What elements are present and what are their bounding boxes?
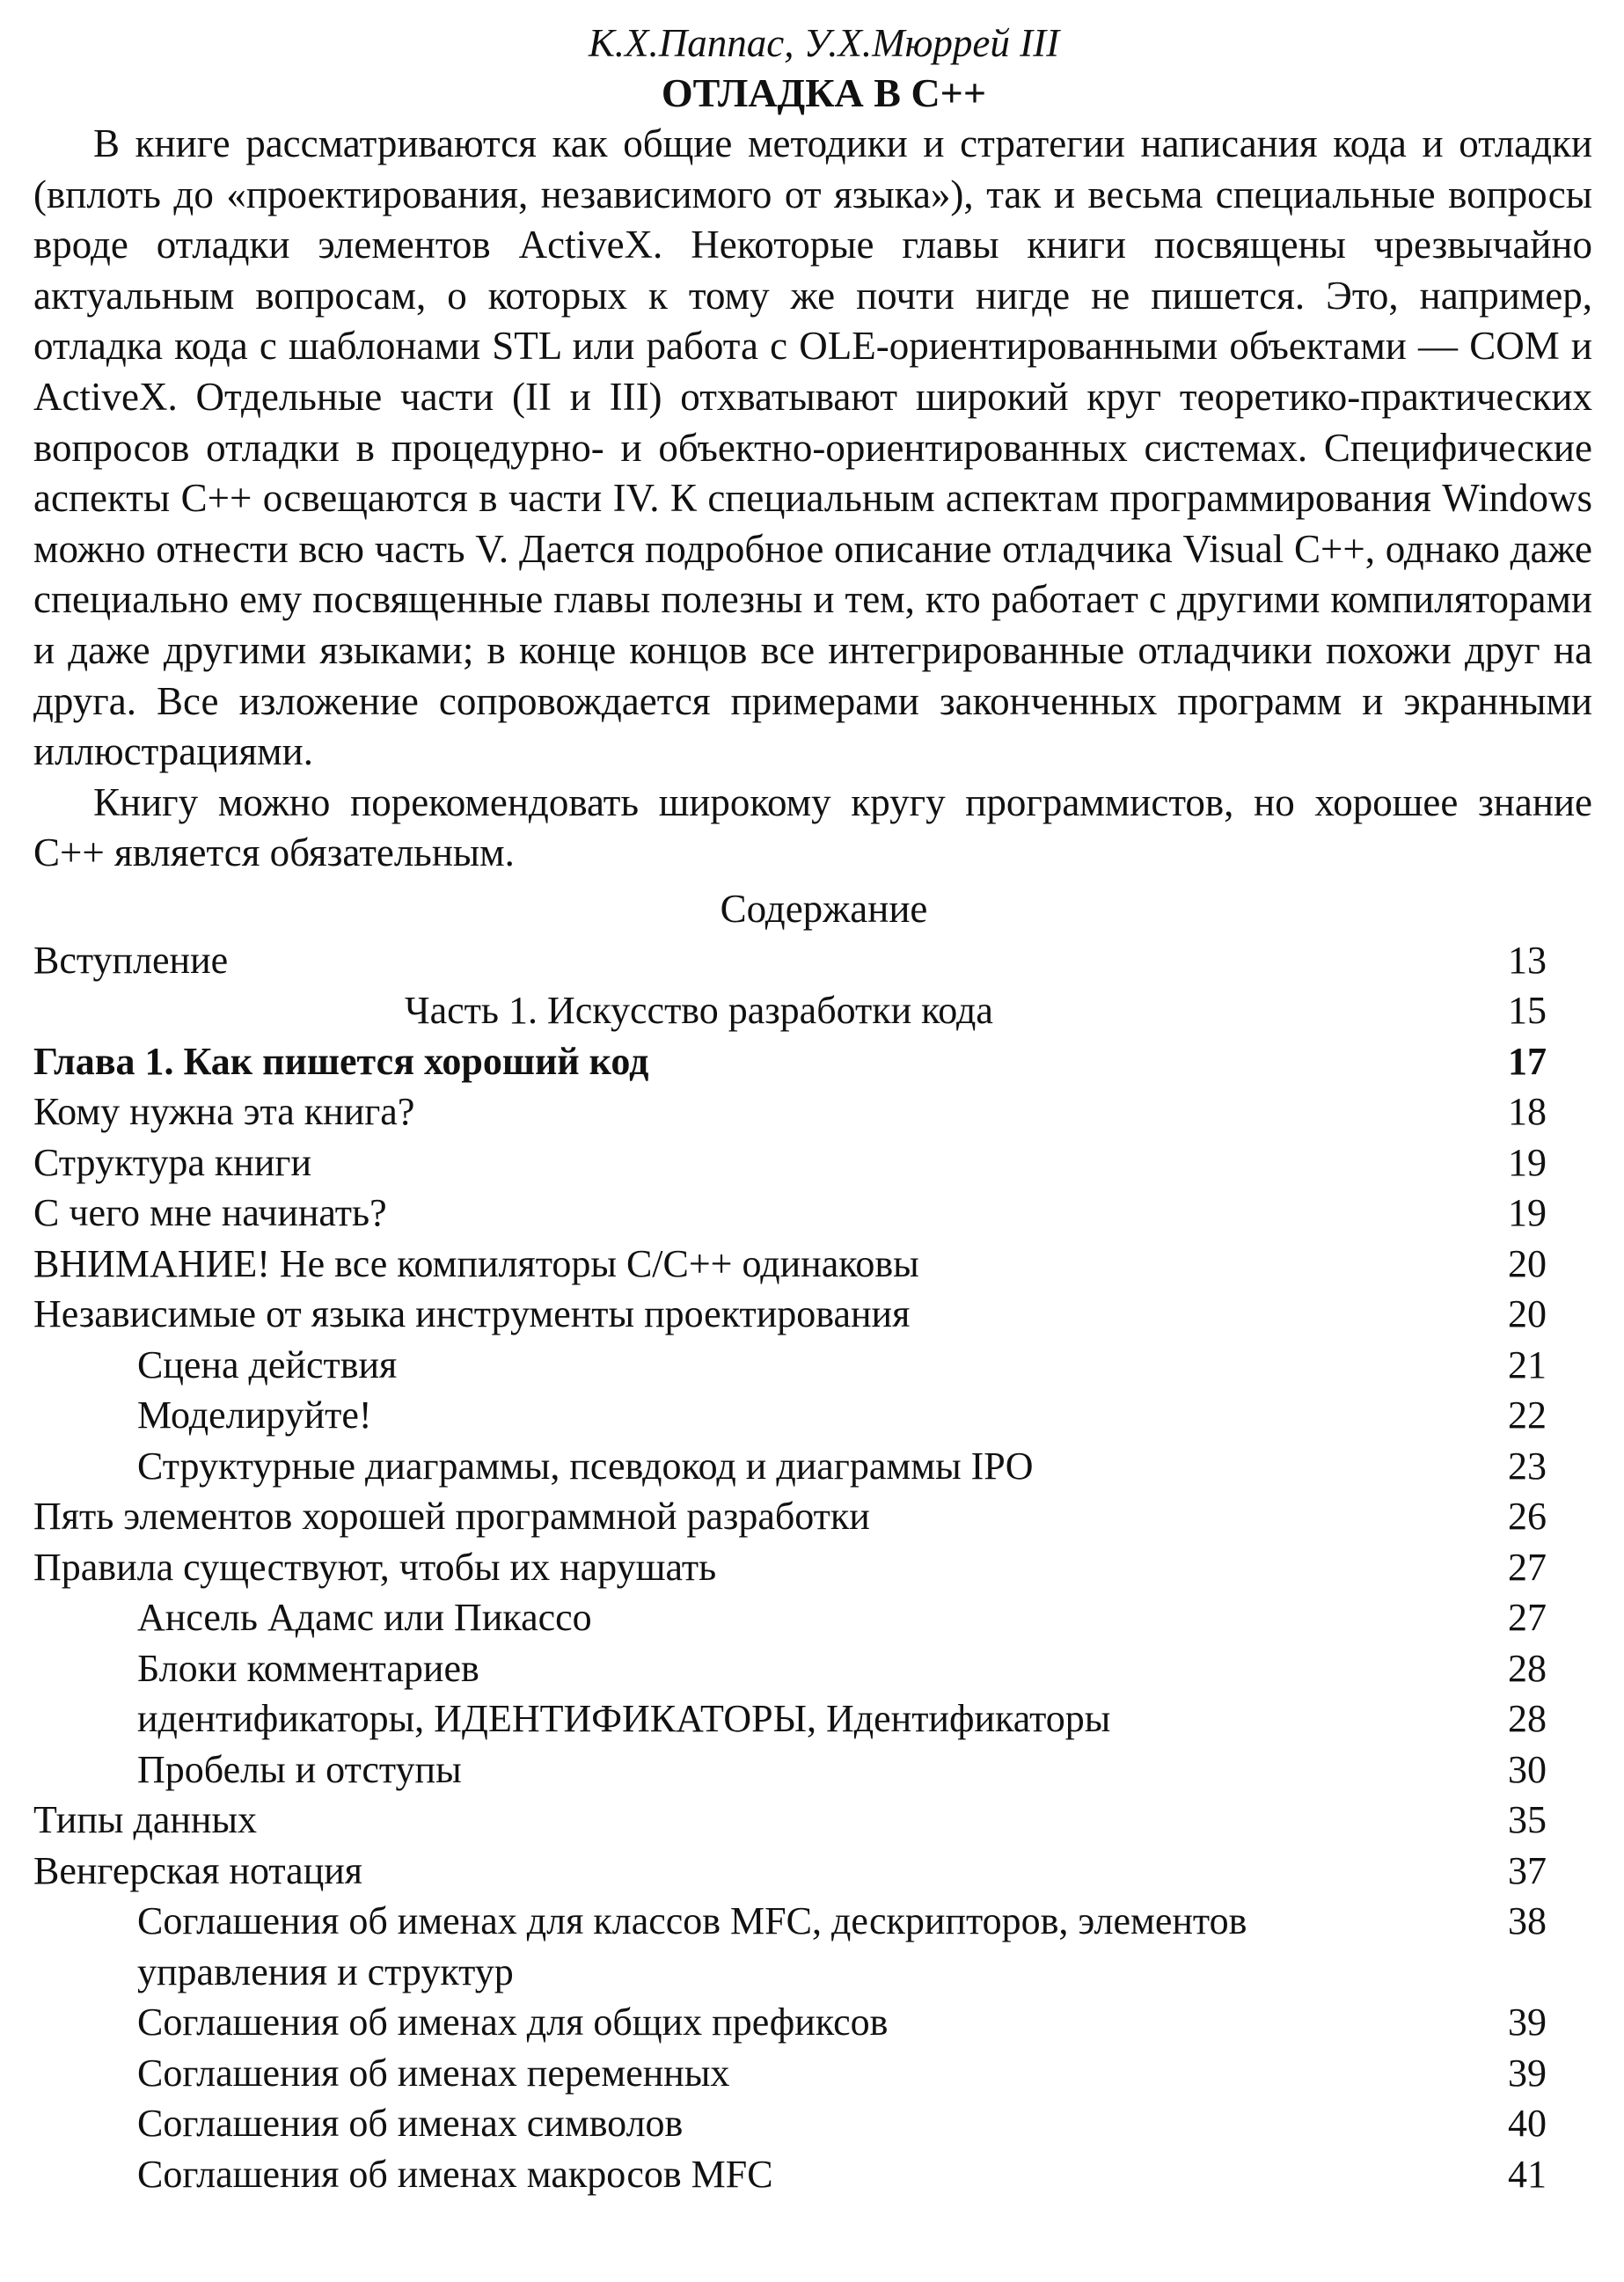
toc-entry-title: Сцена действия	[137, 1342, 398, 1386]
annotation-paragraph: Книгу можно порекомендовать широкому кругу программистов, но хорошее знание С++ является обязательным.	[33, 779, 1592, 875]
toc-entry-page: 19	[1508, 1140, 1547, 1184]
toc-entry-title: Глава 1. Как пишется хороший код	[33, 1039, 649, 1083]
toc-entry-page: 35	[1508, 1798, 1547, 1842]
toc-entry-title: Часть 1. Искусство разработки кода	[405, 989, 993, 1033]
table-of-contents	[33, 935, 1592, 2200]
toc-subentry	[33, 1390, 1592, 1441]
toc-subentry	[33, 2098, 1592, 2149]
toc-entry-title: Соглашения об именах переменных	[137, 2051, 730, 2095]
toc-entry	[33, 1795, 1592, 1846]
toc-entry-page: 19	[1508, 1191, 1547, 1235]
toc-entry	[33, 935, 1592, 986]
toc-entry-page: 28	[1508, 1646, 1547, 1690]
toc-entry-title: Пробелы и отступы	[137, 1747, 462, 1791]
annotation-paragraph: В книге рассматриваются как общие методики и стратегии написания кода и отладки (вплоть до «проектирования, независимого от языка»), так и весьма специальные вопросы вроде отладки элементов ActiveX. Некоторые главы книги посвящены чрезвычайно актуальным вопросам, о которых к тому же почти нигде не пишется. Это, например, отладка кода с шаблонами STL или работа с OLE-ориентированными объектами — COM и ActiveX. Отдельные части (II и III) отхватывают широкий круг теоретико-практических вопросов отладки в процедурно- и объектно-ориентированных системах. Специфические аспекты С++ освещаются в части IV. К специальным аспектам программирования Windows можно отнести всю часть V. Дается подробное описание отладчика Visual C++, однако даже специально ему посвященные главы полезны и тем, кто работает с другими компиляторами и даже другими языками; в конце концов все интегрированные отладчики похожи друг на друга. Все изложение сопровождается примерами законченных программ и экранными иллюстрациями.	[33, 121, 1592, 774]
toc-entry-page: 22	[1508, 1393, 1547, 1437]
toc-entry-title: Венгерская нотация	[33, 1848, 363, 1892]
book-authors: К.Х.Паппас, У.Х.Мюррей III	[588, 21, 1060, 65]
toc-entry-page: 41	[1508, 2152, 1547, 2196]
toc-subentry	[33, 1693, 1592, 1744]
toc-entry-page: 20	[1508, 1241, 1547, 1285]
toc-entry	[33, 1289, 1592, 1340]
toc-entry-title: Блоки комментариев	[137, 1646, 479, 1690]
toc-subentry	[33, 1592, 1592, 1643]
toc-subentry	[33, 2149, 1592, 2200]
toc-entry-page: 38	[1508, 1899, 1547, 1943]
toc-subentry	[33, 1744, 1592, 1796]
toc-entry	[33, 1239, 1592, 1290]
toc-entry-title: Ансель Адамс или Пикассо	[137, 1596, 592, 1640]
toc-entry	[33, 1137, 1592, 1189]
toc-subentry	[33, 1340, 1592, 1391]
toc-entry-title: Вступление	[33, 938, 229, 982]
toc-entry	[33, 1491, 1592, 1542]
toc-entry-page: 26	[1508, 1495, 1547, 1539]
toc-entry-page: 27	[1508, 1545, 1547, 1589]
toc-entry-title: ВНИМАНИЕ! Не все компиляторы С/С++ одинаковы	[33, 1241, 919, 1285]
toc-entry-title: Правила существуют, чтобы их нарушать	[33, 1545, 717, 1589]
toc-entry-page: 17	[1508, 1039, 1547, 1083]
toc-entry-page: 27	[1508, 1596, 1547, 1640]
toc-entry	[33, 1086, 1592, 1137]
toc-entry-page: 30	[1508, 1747, 1547, 1791]
toc-entry	[33, 1542, 1592, 1593]
toc-entry-title: Соглашения об именах символов	[137, 2102, 684, 2146]
book-title: ОТЛАДКА В С++	[661, 70, 987, 115]
toc-entry-page: 23	[1508, 1444, 1547, 1488]
toc-entry-title: Кому нужна эта книга?	[33, 1090, 415, 1134]
toc-entry-page: 40	[1508, 2102, 1547, 2146]
toc-subentry	[33, 2048, 1592, 2099]
toc-subentry	[33, 1643, 1592, 1694]
toc-subentry	[33, 1441, 1592, 1492]
toc-entry-title: Независимые от языка инструменты проектирования	[33, 1292, 911, 1336]
toc-entry-part	[33, 985, 1592, 1036]
toc-entry-page: 13	[1508, 938, 1547, 982]
toc-entry-page: 39	[1508, 2000, 1547, 2044]
toc-entry-page: 21	[1508, 1342, 1547, 1386]
toc-entry	[33, 1846, 1592, 1897]
document-page	[33, 19, 1592, 2199]
toc-subentry	[33, 1997, 1592, 2048]
toc-entry-title: Соглашения об именах макросов MFC	[137, 2152, 773, 2196]
toc-entry-title: С чего мне начинать?	[33, 1191, 387, 1235]
toc-entry-chapter	[33, 1036, 1592, 1087]
toc-heading: Содержание	[720, 886, 928, 931]
toc-entry-title: Соглашения об именах для общих префиксов	[137, 2000, 889, 2044]
toc-entry-title: Структура книги	[33, 1140, 311, 1184]
toc-entry-title: Моделируйте!	[137, 1393, 372, 1437]
toc-entry-title: Пять элементов хорошей программной разработки	[33, 1495, 870, 1539]
toc-entry	[33, 1188, 1592, 1239]
toc-entry-page: 20	[1508, 1292, 1547, 1336]
toc-entry-title: Соглашения об именах для классов MFC, дескрипторов, элементов управления и структур	[137, 1899, 1247, 1993]
toc-entry-page: 37	[1508, 1848, 1547, 1892]
toc-entry-title: идентификаторы, ИДЕНТИФИКАТОРЫ, Идентификаторы	[137, 1697, 1111, 1741]
toc-entry-page: 15	[1508, 989, 1547, 1033]
toc-entry-page: 28	[1508, 1697, 1547, 1741]
toc-entry-title: Типы данных	[33, 1798, 258, 1842]
toc-entry-page: 39	[1508, 2051, 1547, 2095]
toc-entry-page: 18	[1508, 1090, 1547, 1134]
toc-entry-title: Структурные диаграммы, псевдокод и диаграммы IPO	[137, 1444, 1034, 1488]
toc-subentry	[33, 1896, 1592, 1997]
